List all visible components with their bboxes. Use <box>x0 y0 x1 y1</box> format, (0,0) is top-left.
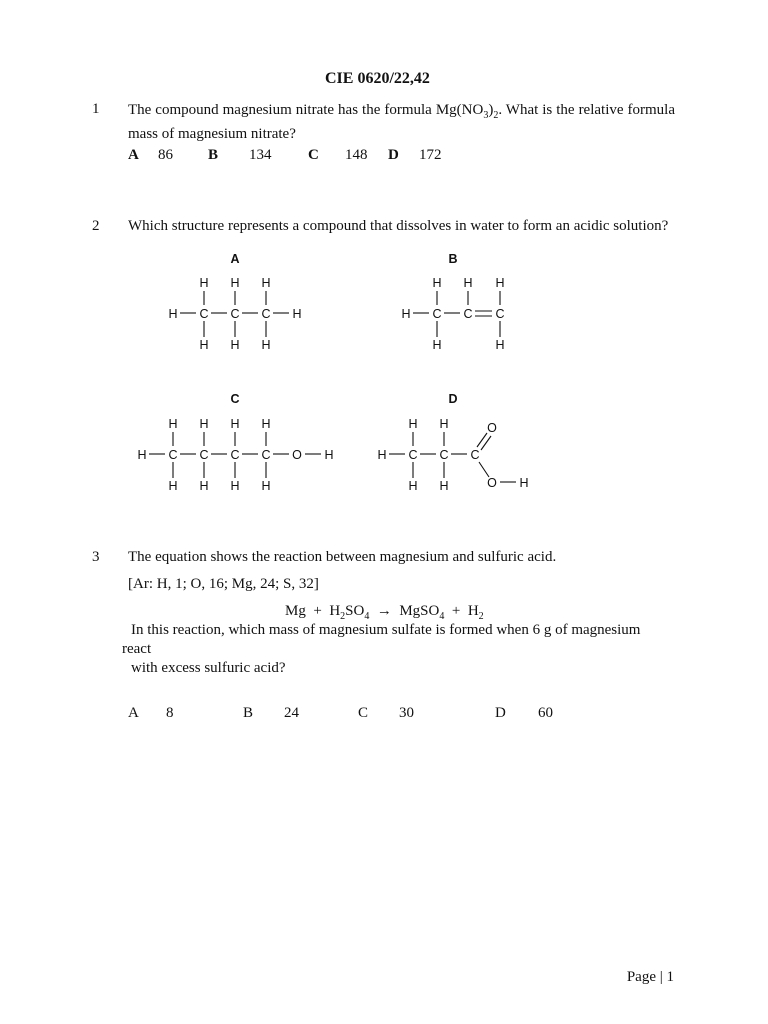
svg-text:H: H <box>230 276 240 290</box>
question-3-number: 3 <box>92 549 100 565</box>
svg-text:C: C <box>495 307 505 321</box>
structure-label-d: D <box>448 392 458 406</box>
svg-text:H: H <box>463 276 473 290</box>
option-value: 60 <box>538 705 553 721</box>
svg-text:H: H <box>495 338 505 352</box>
option-letter: A <box>128 705 139 721</box>
structure-b <box>401 276 504 352</box>
structure-d <box>377 417 528 493</box>
svg-text:H: H <box>230 479 240 493</box>
option-letter: D <box>495 705 506 721</box>
svg-text:C: C <box>439 448 449 462</box>
svg-text:H: H <box>168 307 178 321</box>
svg-text:C: C <box>432 307 442 321</box>
option-value: 148 <box>345 147 368 163</box>
svg-text:H: H <box>261 276 271 290</box>
page-title: CIE 0620/22,42 <box>325 70 430 87</box>
question-2-number: 2 <box>92 218 100 234</box>
reaction-equation: $Mg + H_2SO_4$ → MgSO$_4$ + $H_2$ <box>285 603 484 622</box>
option-value: 30 <box>399 705 414 721</box>
svg-text:C: C <box>408 448 418 462</box>
svg-text:H: H <box>199 479 209 493</box>
structure-label-c: C <box>230 392 240 406</box>
svg-text:C: C <box>261 307 271 321</box>
svg-text:H: H <box>261 479 271 493</box>
svg-text:H: H <box>401 307 411 321</box>
svg-text:O: O <box>487 476 497 490</box>
svg-text:C: C <box>261 448 271 462</box>
question-1-number: 1 <box>92 101 100 117</box>
page-number: Page | 1 <box>626 969 674 985</box>
svg-text:H: H <box>408 417 418 431</box>
option-letter: A <box>128 147 139 163</box>
svg-text:H: H <box>495 276 505 290</box>
option-letter: C <box>358 705 369 721</box>
svg-text:C: C <box>199 307 209 321</box>
question-2-text: Which structure represents a compound that dissolves in water to form an acidic solution? <box>128 218 669 234</box>
svg-text:H: H <box>230 338 240 352</box>
option-value: 134 <box>249 147 272 163</box>
option-value: 86 <box>158 147 173 163</box>
svg-text:H: H <box>292 307 302 321</box>
option-letter: B <box>243 705 254 721</box>
svg-text:H: H <box>439 417 449 431</box>
svg-text:H: H <box>324 448 334 462</box>
question-3-text-line-1: In this reaction, which mass of magnesium sulfate is formed when 6 g of magnesium <box>131 622 641 638</box>
svg-text:H: H <box>408 479 418 493</box>
svg-text:H: H <box>432 276 442 290</box>
option-letter: B <box>208 147 219 163</box>
svg-text:H: H <box>230 417 240 431</box>
svg-text:H: H <box>168 479 178 493</box>
svg-text:C: C <box>168 448 178 462</box>
question-3-text-line-2: react <box>122 641 152 657</box>
option-letter: C <box>308 147 319 163</box>
svg-text:H: H <box>199 417 209 431</box>
svg-text:C: C <box>230 448 240 462</box>
svg-text:H: H <box>261 338 271 352</box>
structure-label-b: B <box>448 252 458 266</box>
structure-a <box>168 276 301 352</box>
svg-text:O: O <box>487 421 497 435</box>
svg-text:C: C <box>463 307 473 321</box>
svg-text:H: H <box>199 338 209 352</box>
svg-text:H: H <box>377 448 387 462</box>
option-value: 24 <box>284 705 299 721</box>
svg-text:H: H <box>519 476 529 490</box>
option-value: 172 <box>419 147 442 163</box>
svg-text:H: H <box>199 276 209 290</box>
svg-text:H: H <box>168 417 178 431</box>
svg-text:O: O <box>292 448 302 462</box>
structure-c <box>137 417 333 493</box>
option-letter: D <box>388 147 399 163</box>
svg-text:C: C <box>199 448 209 462</box>
structure-label-a: A <box>230 252 240 266</box>
relative-atomic-masses: [Ar: H, 1; O, 16; Mg, 24; S, 32] <box>128 576 319 592</box>
svg-text:C: C <box>470 448 480 462</box>
question-1-text: The compound magnesium nitrate has the formula $Mg(NO_3)_2$. What is the relative formula mass of magnesium nitrate? <box>128 102 676 142</box>
svg-text:H: H <box>137 448 147 462</box>
svg-text:H: H <box>261 417 271 431</box>
question-3-text-line-3: with excess sulfuric acid? <box>131 660 286 676</box>
question-3-intro: The equation shows the reaction between magnesium and sulfuric acid. <box>128 549 557 565</box>
option-value: 8 <box>166 705 174 721</box>
svg-text:H: H <box>439 479 449 493</box>
svg-text:C: C <box>230 307 240 321</box>
svg-text:H: H <box>432 338 442 352</box>
